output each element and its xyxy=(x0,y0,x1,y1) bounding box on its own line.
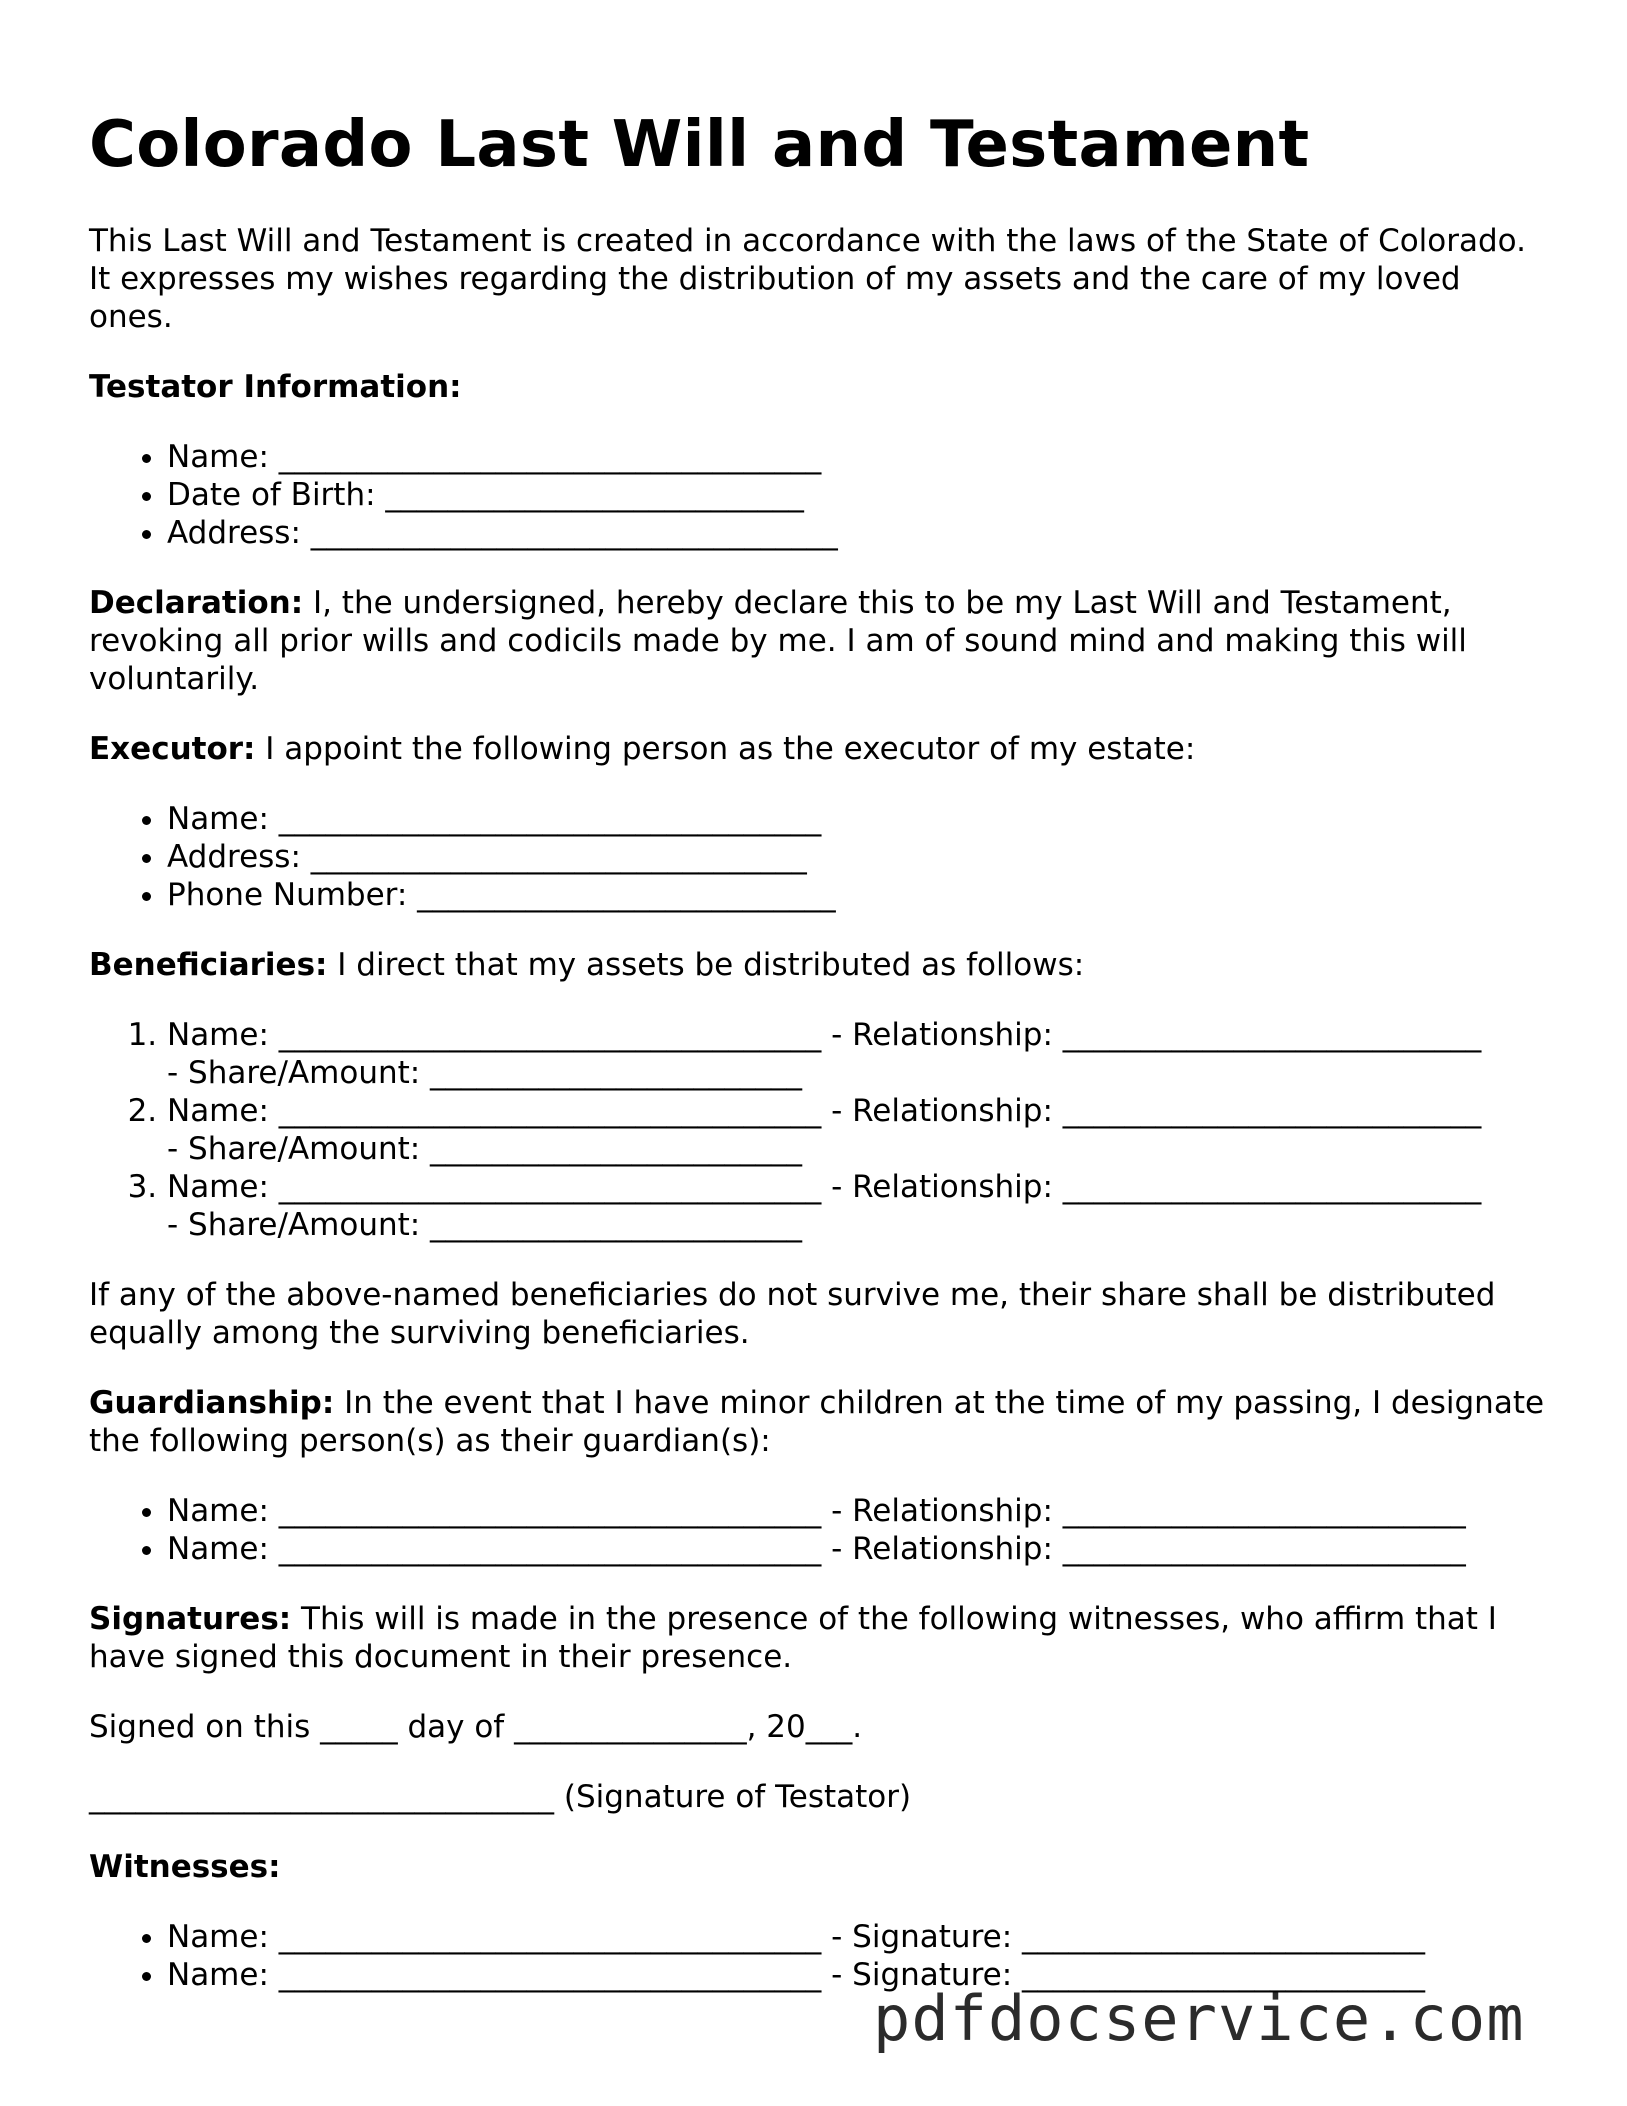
survivor-clause: If any of the above-named beneficiaries do not survive me, their share shall be distributed equally among the surviving beneficiaries. xyxy=(89,1277,1496,1352)
list-item: • Name: ___________________________________ - Relationship: __________________________ xyxy=(167,1492,1549,1530)
section-heading: Beneficiaries: xyxy=(89,947,328,984)
list-item: • Name: ___________________________________ - Signature: __________________________ xyxy=(167,1918,1549,1956)
declaration-paragraph xyxy=(89,584,1549,698)
beneficiary-line: Name: ___________________________________ - Relationship: ___________________________ xyxy=(167,1169,1482,1206)
declaration-text: I, the undersigned, hereby declare this to be my Last Will and Testament, revoking all prior wills and codicils made by me. I am of sound mind and making this will voluntarily. xyxy=(89,585,1467,698)
testator-heading xyxy=(89,368,1549,406)
page-title: Colorado Last Will and Testament xyxy=(89,108,1310,182)
section-heading: Executor: xyxy=(89,731,256,768)
signed-on-line: Signed on this _____ day of _______________, 20___. xyxy=(89,1709,863,1746)
beneficiaries-paragraph xyxy=(89,946,1549,984)
intro-paragraph: This Last Will and Testament is created in accordance with the laws of the State of Colorado. It expresses my wishes regarding the distribution of my assets and the care of my loved ones. xyxy=(89,223,1526,336)
list-item: • Address: ________________________________ xyxy=(167,838,1549,876)
section-heading: Guardianship: xyxy=(89,1385,335,1422)
executor-paragraph xyxy=(89,730,1549,768)
section-heading: Witnesses: xyxy=(89,1849,281,1886)
list-item: • Date of Birth: ___________________________ xyxy=(167,476,1549,514)
guardianship-text: In the event that I have minor children at the time of my passing, I designate the following person(s) as their guardian(s): xyxy=(89,1385,1545,1460)
beneficiary-item xyxy=(167,1092,1549,1168)
witnesses-heading xyxy=(89,1848,1549,1886)
guardianship-list xyxy=(89,1492,1549,1568)
beneficiary-share: - Share/Amount: ________________________ xyxy=(167,1207,803,1244)
list-item: • Phone Number: ___________________________ xyxy=(167,876,1549,914)
document-page xyxy=(89,110,1549,2026)
list-item: • Name: ___________________________________ xyxy=(167,800,1549,838)
beneficiary-share: - Share/Amount: ________________________ xyxy=(167,1131,803,1168)
beneficiaries-list xyxy=(89,1016,1549,1244)
list-item: • Name: ___________________________________ - Signature: __________________________ xyxy=(167,1956,1549,1994)
signatures-paragraph xyxy=(89,1600,1549,1676)
section-heading: Testator Information: xyxy=(89,369,462,406)
beneficiaries-text: I direct that my assets be distributed as follows: xyxy=(327,947,1085,984)
testator-list xyxy=(89,438,1549,552)
list-item: • Name: ___________________________________ - Relationship: __________________________ xyxy=(167,1530,1549,1568)
beneficiary-line: Name: ___________________________________ - Relationship: ___________________________ xyxy=(167,1017,1482,1054)
section-heading: Signatures: xyxy=(89,1601,292,1638)
beneficiary-share: - Share/Amount: ________________________ xyxy=(167,1055,803,1092)
beneficiary-line: Name: ___________________________________ - Relationship: ___________________________ xyxy=(167,1093,1482,1130)
beneficiary-item xyxy=(167,1168,1549,1244)
testator-signature-line: ______________________________ (Signature of Testator) xyxy=(89,1779,912,1816)
section-heading: Declaration: xyxy=(89,585,304,622)
list-item: • Name: ___________________________________ xyxy=(167,438,1549,476)
executor-list xyxy=(89,800,1549,914)
watermark: pdfdocservice.com xyxy=(873,1982,1525,2055)
executor-text: I appoint the following person as the executor of my estate: xyxy=(255,731,1196,768)
signatures-text: This will is made in the presence of the following witnesses, who affirm that I have signed this document in their presence. xyxy=(89,1601,1497,1676)
beneficiary-item xyxy=(167,1016,1549,1092)
guardianship-paragraph xyxy=(89,1384,1549,1460)
list-item: • Address: __________________________________ xyxy=(167,514,1549,552)
